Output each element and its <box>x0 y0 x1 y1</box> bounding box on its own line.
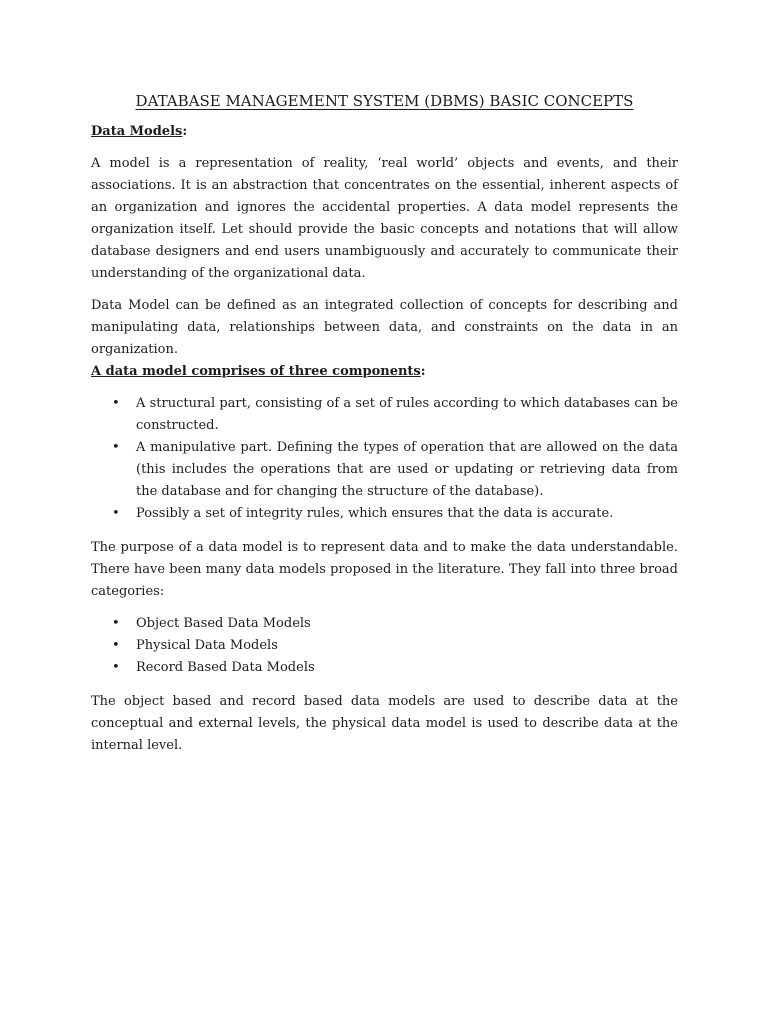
paragraph-model-definition: A model is a representation of reality, ‘real world’ objects and events, and their associations. It is an abstraction that concentrates on the essential, inherent aspects of an organization and ignores the accidental properties. A data model represents the organization itself. Let should provide the basic concepts and notations that will allow database designers and end users unambiguously and accurately to communicate their understanding of the organizational data. <box>91 156 678 281</box>
components-heading-text: A data model comprises of three components <box>91 364 421 379</box>
paragraph-purpose: The purpose of a data model is to represent data and to make the data understandable. There have been many data models proposed in the literature. They fall into three broad categories: <box>91 540 678 599</box>
list-item <box>91 613 678 635</box>
components-list <box>91 393 678 525</box>
list-item-text: Physical Data Models <box>136 638 278 653</box>
bullet-icon: • <box>112 440 120 455</box>
bullet-icon: • <box>112 616 120 631</box>
page-title: DATABASE MANAGEMENT SYSTEM (DBMS) BASIC CONCEPTS <box>135 92 634 110</box>
list-item-text: Record Based Data Models <box>136 660 315 675</box>
components-heading-colon: : <box>420 364 426 379</box>
list-item <box>91 437 678 503</box>
paragraph-data-model-definition: Data Model can be defined as an integrated collection of concepts for describing and manipulating data, relationships between data, and constraints on the data in an organization. <box>91 298 678 357</box>
list-item-text: A manipulative part. Defining the types of operation that are allowed on the data (this includes the operations that are used or updating or retrieving data from the database and for changing the structure of the database). <box>136 440 678 499</box>
document-content <box>91 89 678 767</box>
list-item-text: A structural part, consisting of a set of rules according to which databases can be constructed. <box>136 396 678 433</box>
list-item <box>91 393 678 437</box>
components-heading <box>91 361 678 383</box>
bullet-icon: • <box>112 396 120 411</box>
bullet-icon: • <box>112 638 120 653</box>
bullet-icon: • <box>112 660 120 675</box>
paragraph-levels: The object based and record based data models are used to describe data at the conceptual and external levels, the physical data model is used to describe data at the internal level. <box>91 694 678 753</box>
list-item-text: Object Based Data Models <box>136 616 311 631</box>
categories-list <box>91 613 678 679</box>
list-item-text: Possibly a set of integrity rules, which ensures that the data is accurate. <box>136 506 614 521</box>
section-heading-data-models <box>91 121 678 143</box>
list-item <box>91 657 678 679</box>
section-heading-text: Data Models <box>91 124 183 139</box>
list-item <box>91 503 678 525</box>
list-item <box>91 635 678 657</box>
section-heading-colon: : <box>182 124 188 139</box>
bullet-icon: • <box>112 506 120 521</box>
